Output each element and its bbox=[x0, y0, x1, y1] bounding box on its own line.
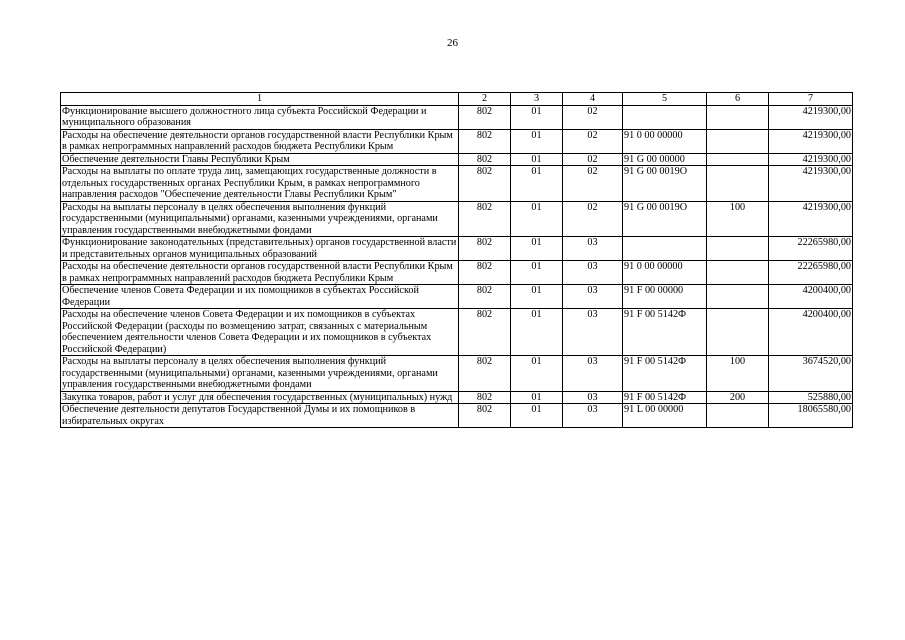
row-section: 01 bbox=[511, 404, 563, 428]
row-subsection: 03 bbox=[563, 285, 623, 309]
row-admin-code: 802 bbox=[459, 153, 511, 166]
table-row bbox=[61, 309, 853, 356]
budget-table bbox=[60, 92, 853, 428]
row-name: Обеспечение деятельности депутатов Государственной Думы и их помощников в избирательных округах bbox=[61, 404, 459, 428]
row-section: 01 bbox=[511, 237, 563, 261]
header-row bbox=[61, 93, 853, 106]
row-subsection: 03 bbox=[563, 309, 623, 356]
row-name: Закупка товаров, работ и услуг для обеспечения государственных (муниципальных) нужд bbox=[61, 391, 459, 404]
row-amount: 4200400,00 bbox=[769, 309, 853, 356]
row-expense-type bbox=[707, 237, 769, 261]
row-name: Функционирование высшего должностного лица субъекта Российской Федерации и муниципального образования bbox=[61, 105, 459, 129]
row-name: Расходы на выплаты персоналу в целях обеспечения выполнения функций государственными (муниципальными) органами, казенными учреждениями, органами управления государственными внебюджетными фондами bbox=[61, 356, 459, 392]
row-target-article: 91 G 00 0019O bbox=[623, 201, 707, 237]
row-section: 01 bbox=[511, 261, 563, 285]
table-row bbox=[61, 201, 853, 237]
row-subsection: 02 bbox=[563, 105, 623, 129]
row-section: 01 bbox=[511, 129, 563, 153]
row-expense-type bbox=[707, 129, 769, 153]
row-admin-code: 802 bbox=[459, 404, 511, 428]
row-amount: 525880,00 bbox=[769, 391, 853, 404]
row-admin-code: 802 bbox=[459, 285, 511, 309]
table-row bbox=[61, 356, 853, 392]
row-subsection: 02 bbox=[563, 129, 623, 153]
header-cell: 6 bbox=[707, 93, 769, 106]
row-section: 01 bbox=[511, 309, 563, 356]
row-admin-code: 802 bbox=[459, 309, 511, 356]
row-target-article: 91 L 00 00000 bbox=[623, 404, 707, 428]
header-cell: 3 bbox=[511, 93, 563, 106]
row-admin-code: 802 bbox=[459, 201, 511, 237]
row-expense-type: 200 bbox=[707, 391, 769, 404]
header-cell: 1 bbox=[61, 93, 459, 106]
table-row bbox=[61, 285, 853, 309]
row-subsection: 02 bbox=[563, 201, 623, 237]
row-section: 01 bbox=[511, 105, 563, 129]
table-row bbox=[61, 261, 853, 285]
row-name: Обеспечение деятельности Главы Республики Крым bbox=[61, 153, 459, 166]
row-section: 01 bbox=[511, 285, 563, 309]
row-target-article bbox=[623, 237, 707, 261]
row-expense-type bbox=[707, 404, 769, 428]
row-amount: 18065580,00 bbox=[769, 404, 853, 428]
row-subsection: 03 bbox=[563, 356, 623, 392]
row-admin-code: 802 bbox=[459, 237, 511, 261]
row-amount: 4219300,00 bbox=[769, 105, 853, 129]
row-amount: 22265980,00 bbox=[769, 261, 853, 285]
row-section: 01 bbox=[511, 356, 563, 392]
table-body bbox=[61, 105, 853, 428]
row-name: Обеспечение членов Совета Федерации и их помощников в субъектах Российской Федерации bbox=[61, 285, 459, 309]
row-expense-type bbox=[707, 105, 769, 129]
row-target-article: 91 0 00 00000 bbox=[623, 129, 707, 153]
row-expense-type bbox=[707, 153, 769, 166]
row-target-article: 91 0 00 00000 bbox=[623, 261, 707, 285]
row-subsection: 02 bbox=[563, 166, 623, 202]
row-admin-code: 802 bbox=[459, 129, 511, 153]
row-expense-type: 100 bbox=[707, 201, 769, 237]
header-cell: 5 bbox=[623, 93, 707, 106]
row-amount: 4219300,00 bbox=[769, 129, 853, 153]
row-name: Расходы на обеспечение членов Совета Федерации и их помощников в субъектах Российской Федерации (расходы по возмещению затрат, связанных с материальным обеспечением деятельности членов Совета Федерации и их помощников в субъектах Российской Федерации) bbox=[61, 309, 459, 356]
row-name: Расходы на выплаты по оплате труда лиц, замещающих государственные должности в отдельных государственных органах Республики Крым, в рамках непрограммного направления расходов "Обеспечение деятельности Главы Республики Крым" bbox=[61, 166, 459, 202]
row-subsection: 03 bbox=[563, 404, 623, 428]
row-admin-code: 802 bbox=[459, 356, 511, 392]
table-row bbox=[61, 404, 853, 428]
row-section: 01 bbox=[511, 201, 563, 237]
table-row bbox=[61, 166, 853, 202]
row-section: 01 bbox=[511, 153, 563, 166]
row-target-article: 91 G 00 00000 bbox=[623, 153, 707, 166]
row-subsection: 03 bbox=[563, 261, 623, 285]
row-target-article: 91 F 00 00000 bbox=[623, 285, 707, 309]
row-name: Функционирование законодательных (представительных) органов государственной власти и представительных органов муниципальных образований bbox=[61, 237, 459, 261]
row-subsection: 03 bbox=[563, 237, 623, 261]
row-expense-type: 100 bbox=[707, 356, 769, 392]
row-expense-type bbox=[707, 285, 769, 309]
page-number: 26 bbox=[447, 37, 458, 49]
row-name: Расходы на обеспечение деятельности органов государственной власти Республики Крым в рамках непрограммных направлений расходов бюджета Республики Крым bbox=[61, 261, 459, 285]
row-amount: 22265980,00 bbox=[769, 237, 853, 261]
row-section: 01 bbox=[511, 166, 563, 202]
row-name: Расходы на обеспечение деятельности органов государственной власти Республики Крым в рамках непрограммных направлений расходов бюджета Республики Крым bbox=[61, 129, 459, 153]
row-target-article: 91 G 00 0019O bbox=[623, 166, 707, 202]
row-admin-code: 802 bbox=[459, 261, 511, 285]
row-expense-type bbox=[707, 261, 769, 285]
header-cell: 2 bbox=[459, 93, 511, 106]
row-subsection: 02 bbox=[563, 153, 623, 166]
row-target-article: 91 F 00 5142Ф bbox=[623, 309, 707, 356]
header-cell: 7 bbox=[769, 93, 853, 106]
row-amount: 4219300,00 bbox=[769, 153, 853, 166]
row-amount: 4200400,00 bbox=[769, 285, 853, 309]
row-admin-code: 802 bbox=[459, 391, 511, 404]
row-admin-code: 802 bbox=[459, 105, 511, 129]
row-amount: 4219300,00 bbox=[769, 201, 853, 237]
table-row bbox=[61, 153, 853, 166]
row-target-article bbox=[623, 105, 707, 129]
row-subsection: 03 bbox=[563, 391, 623, 404]
table-row bbox=[61, 391, 853, 404]
row-target-article: 91 F 00 5142Ф bbox=[623, 391, 707, 404]
row-name: Расходы на выплаты персоналу в целях обеспечения выполнения функций государственными (муниципальными) органами, казенными учреждениями, органами управления государственными внебюджетными фондами bbox=[61, 201, 459, 237]
row-target-article: 91 F 00 5142Ф bbox=[623, 356, 707, 392]
table-row bbox=[61, 237, 853, 261]
table-row bbox=[61, 105, 853, 129]
header-cell: 4 bbox=[563, 93, 623, 106]
table-row bbox=[61, 129, 853, 153]
row-expense-type bbox=[707, 309, 769, 356]
row-admin-code: 802 bbox=[459, 166, 511, 202]
row-expense-type bbox=[707, 166, 769, 202]
row-amount: 4219300,00 bbox=[769, 166, 853, 202]
row-section: 01 bbox=[511, 391, 563, 404]
row-amount: 3674520,00 bbox=[769, 356, 853, 392]
